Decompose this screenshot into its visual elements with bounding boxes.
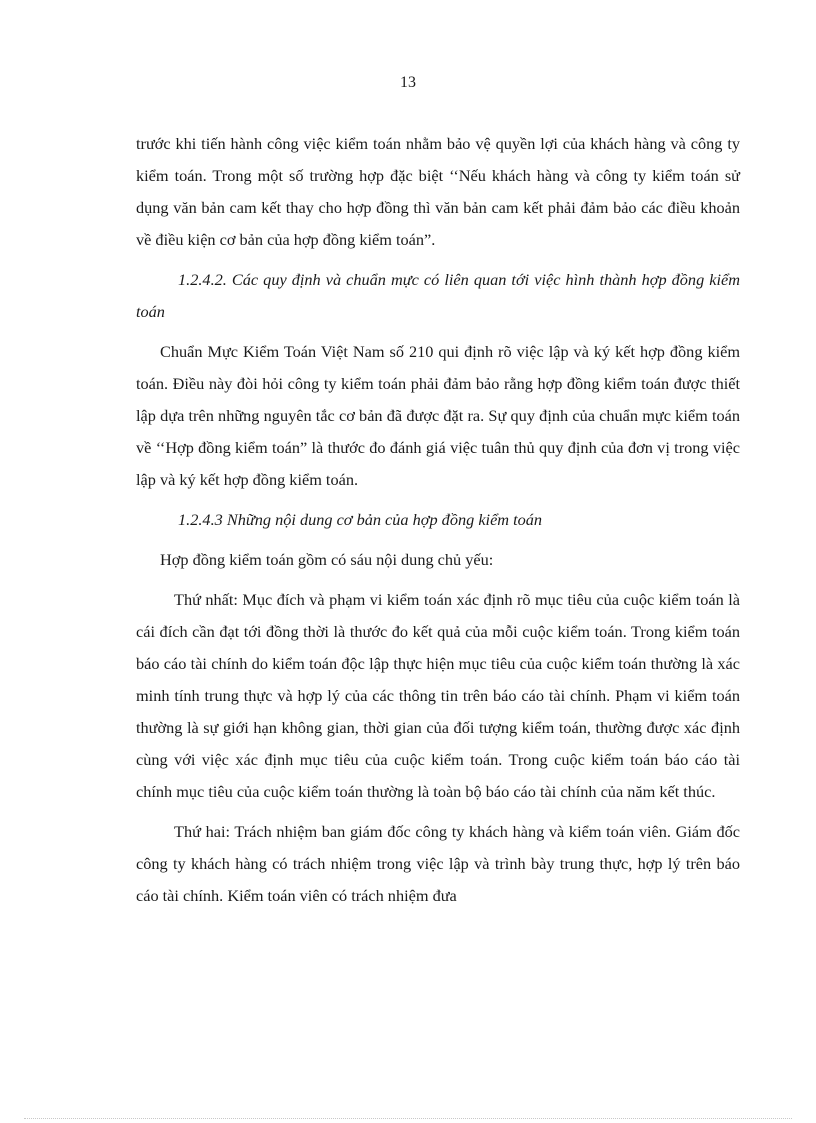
paragraph-first-content: Thứ nhất: Mục đích và phạm vi kiểm toán xác định rõ mục tiêu của cuộc kiểm toán là cái đích cần đạt tới đồng thời là thước đo kết quả của mỗi cuộc kiểm toán. Trong kiểm toán báo cáo tài chính do kiểm toán độc lập thực hiện mục tiêu của cuộc kiểm toán thường là xác minh tính trung thực và hợp lý của các thông tin trên báo cáo tài chính. Phạm vi kiểm toán thường là sự giới hạn không gian, thời gian của đối tượng kiểm toán, thường được xác định cùng với việc xác định mục tiêu của cuộc kiểm toán. Trong cuộc kiểm toán báo cáo tài chính mục tiêu của cuộc kiểm toán thường là toàn bộ báo cáo tài chính của năm kết thúc.	[136, 590, 740, 801]
section-heading-1-2-4-2: 1.2.4.2. Các quy định và chuẩn mực có liên quan tới việc hình thành hợp đồng kiểm toán	[136, 270, 740, 321]
paragraph-six-contents: Hợp đồng kiểm toán gồm có sáu nội dung chủ yếu:	[160, 550, 494, 569]
section-heading-1-2-4-3: 1.2.4.3 Những nội dung cơ bản của hợp đồng kiểm toán	[178, 510, 543, 529]
document-body	[136, 128, 740, 920]
paragraph-continuation: trước khi tiến hành công việc kiểm toán nhằm bảo vệ quyền lợi của khách hàng và công ty kiểm toán. Trong một số trường hợp đặc biệt ‘‘Nếu khách hàng và công ty kiểm toán sử dụng văn bản cam kết thay cho hợp đồng thì văn bản cam kết phải đảm bảo các điều khoản về điều kiện cơ bản của hợp đồng kiểm toán”.	[136, 134, 740, 249]
page-bottom-divider	[24, 1118, 792, 1119]
paragraph-standard-210: Chuẩn Mực Kiểm Toán Việt Nam số 210 qui định rõ việc lập và ký kết hợp đồng kiểm toán. Điều này đòi hỏi công ty kiểm toán phải đảm bảo rằng hợp đồng kiểm toán được thiết lập dựa trên những nguyên tắc cơ bản đã được đặt ra. Sự quy định của chuẩn mực kiểm toán về ‘‘Hợp đồng kiểm toán” là thước đo đánh giá việc tuân thủ quy định của đơn vị trong việc lập và ký kết hợp đồng kiểm toán.	[136, 342, 740, 489]
paragraph-second-content: Thứ hai: Trách nhiệm ban giám đốc công ty khách hàng và kiểm toán viên. Giám đốc công ty khách hàng có trách nhiệm trong việc lập và trình bày trung thực, hợp lý trên báo cáo tài chính. Kiểm toán viên có trách nhiệm đưa	[136, 822, 740, 905]
page-number: 13	[400, 74, 416, 91]
